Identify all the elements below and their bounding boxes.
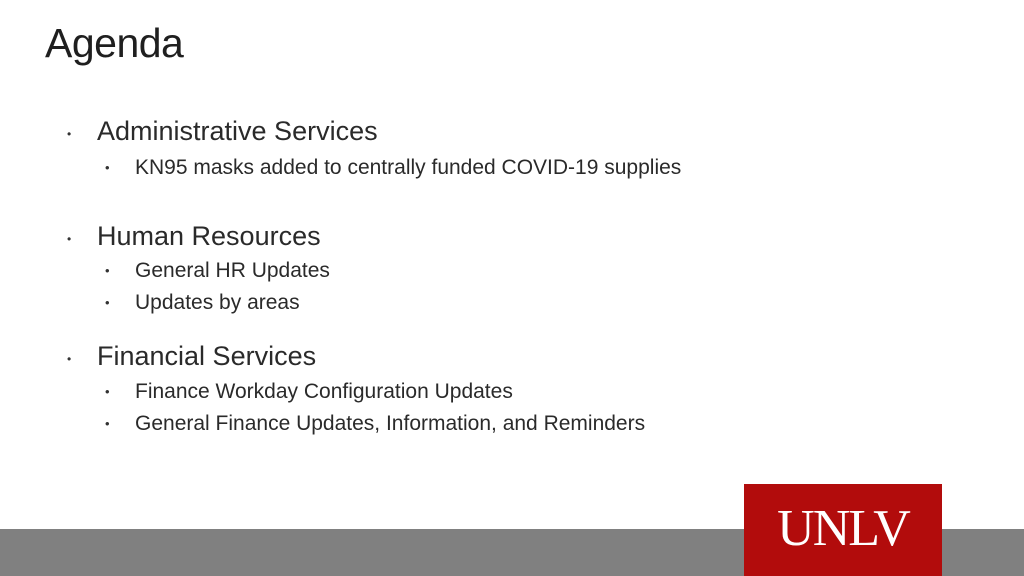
bullet-icon: • [105, 295, 110, 310]
heading-text: Financial Services [97, 341, 317, 371]
bullet-icon: • [67, 127, 72, 141]
bullet-icon: • [105, 384, 110, 399]
logo-text: UNLV [777, 499, 909, 557]
bullet-icon: • [67, 232, 72, 246]
subitem-text: General HR Updates [135, 259, 330, 282]
subitem-text: General Finance Updates, Information, and Reminders [135, 412, 646, 435]
bullet-icon: • [105, 160, 110, 175]
subitem-text: Updates by areas [135, 291, 300, 314]
bullet-icon: • [105, 263, 110, 278]
unlv-logo [744, 484, 942, 576]
heading-text: Administrative Services [97, 116, 378, 146]
subitem-text: Finance Workday Configuration Updates [135, 380, 513, 403]
subitem-text: KN95 masks added to centrally funded COVID-19 supplies [135, 156, 682, 179]
slide-title: Agenda [45, 20, 184, 66]
heading-text: Human Resources [97, 221, 321, 251]
bullet-icon: • [105, 416, 110, 431]
bullet-icon: • [67, 352, 72, 366]
